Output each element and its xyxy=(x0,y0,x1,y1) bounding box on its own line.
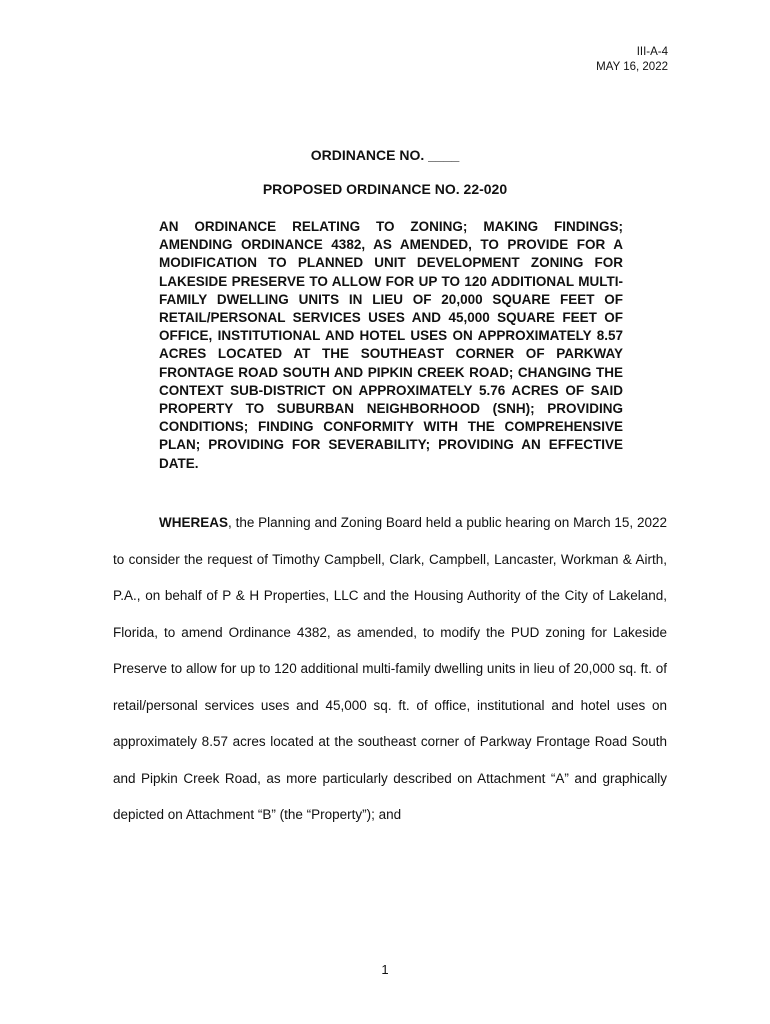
ordinance-caption: AN ORDINANCE RELATING TO ZONING; MAKING FINDINGS; AMENDING ORDINANCE 4382, AS AMENDED, TO PROVIDE FOR A MODIFICATION TO PLANNED UNIT DEVELOPMENT ZONING FOR LAKESIDE PRESERVE TO ALLOW FOR UP TO 120 ADDITIONAL MULTI-FAMILY DWELLING UNITS IN LIEU OF 20,000 SQUARE FEET OF RETAIL/PERSONAL SERVICES USES AND 45,000 SQUARE FEET OF OFFICE, INSTITUTIONAL AND HOTEL USES ON APPROXIMATELY 8.57 ACRES LOCATED AT THE SOUTHEAST CORNER OF PARKWAY FRONTAGE ROAD SOUTH AND PIPKIN CREEK ROAD; CHANGING THE CONTEXT SUB-DISTRICT ON APPROXIMATELY 5.76 ACRES OF SAID PROPERTY TO SUBURBAN NEIGHBORHOOD (SNH); PROVIDING CONDITIONS; FINDING CONFORMITY WITH THE COMPREHENSIVE PLAN; PROVIDING FOR SEVERABILITY; PROVIDING AN EFFECTIVE DATE. xyxy=(159,219,623,471)
whereas-paragraph xyxy=(113,505,667,834)
whereas-lead: WHEREAS xyxy=(159,515,229,530)
page-number: 1 xyxy=(381,962,389,977)
header-date: MAY 16, 2022 xyxy=(596,61,668,73)
ordinance-number-title: ORDINANCE NO. ____ xyxy=(310,147,460,163)
header-reference-block xyxy=(596,45,668,75)
whereas-text: , the Planning and Zoning Board held a public hearing on March 15, 2022 to consider the request of Timothy Campbell, Clark, Campbell, Lancaster, Workman & Airth, P.A., on behalf of P & H Properties, LLC and the Housing Authority of the City of Lakeland, Florida, to amend Ordinance 4382, as amended, to modify the PUD zoning for Lakeside Preserve to allow for up to 120 additional multi-family dwelling units in lieu of 20,000 sq. ft. of retail/personal services uses and 45,000 sq. ft. of office, institutional and hotel uses on approximately 8.57 acres located at the southeast corner of Parkway Frontage Road South and Pipkin Creek Road, as more particularly described on Attachment “A” and graphically depicted on Attachment “B” (the “Property”); and xyxy=(113,515,667,822)
agenda-item-reference: III-A-4 xyxy=(636,46,668,58)
proposed-ordinance-number: PROPOSED ORDINANCE NO. 22-020 xyxy=(262,181,508,197)
